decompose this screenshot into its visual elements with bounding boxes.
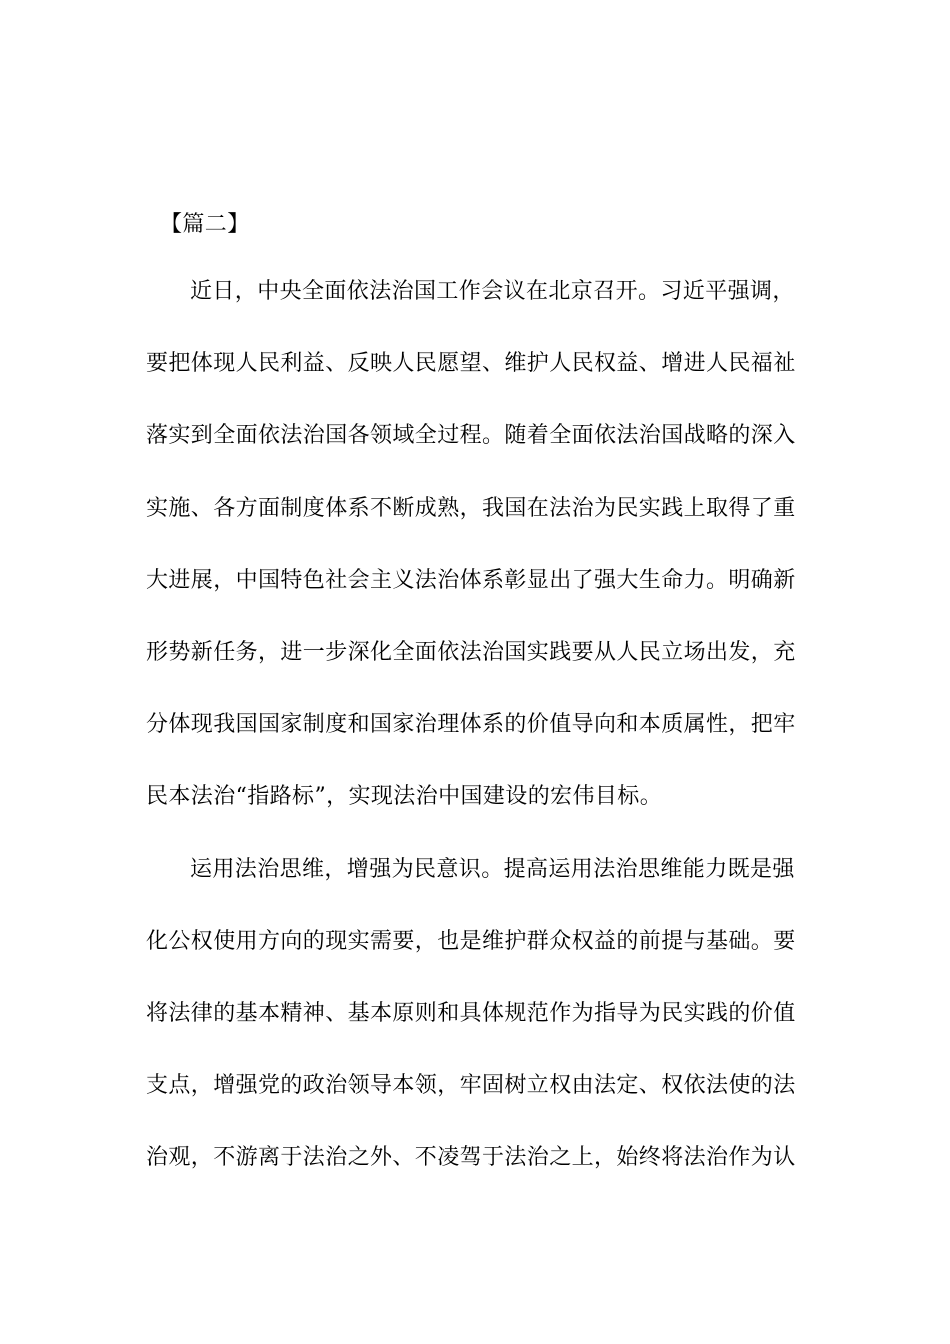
section-heading: 【篇二】 <box>160 212 250 237</box>
paragraph-line: 运用法治思维，增强为民意识。提高运用法治思维能力既是强 <box>190 856 795 882</box>
paragraph-line: 治观，不游离于法治之外、不凌驾于法治之上，始终将法治作为认 <box>146 1145 796 1171</box>
document-body <box>146 203 806 1208</box>
paragraph-2 <box>146 848 806 1209</box>
paragraph-line: 大进展，中国特色社会主义法治体系彰显出了强大生命力。明确新 <box>146 567 796 593</box>
paragraph-line: 实施、各方面制度体系不断成熟，我国在法治为民实践上取得了重 <box>146 495 796 521</box>
paragraph-line: 形势新任务，进一步深化全面依法治国实践要从人民立场出发，充 <box>146 639 796 665</box>
paragraph-line: 民本法治“指路标”，实现法治中国建设的宏伟目标。 <box>146 784 663 810</box>
paragraph-1 <box>146 270 806 848</box>
paragraph-line: 化公权使用方向的现实需要，也是维护群众权益的前提与基础。要 <box>146 928 796 954</box>
paragraph-line: 落实到全面依法治国各领域全过程。随着全面依法治国战略的深入 <box>146 423 796 449</box>
paragraph-line: 分体现我国国家制度和国家治理体系的价值导向和本质属性，把牢 <box>146 712 796 738</box>
paragraph-line: 支点，增强党的政治领导本领，牢固树立权由法定、权依法使的法 <box>146 1073 796 1099</box>
paragraph-line: 将法律的基本精神、基本原则和具体规范作为指导为民实践的价值 <box>146 1000 796 1026</box>
paragraph-line: 要把体现人民利益、反映人民愿望、维护人民权益、增进人民福祉 <box>146 351 796 377</box>
paragraph-line: 近日，中央全面依法治国工作会议在北京召开。习近平强调， <box>190 279 795 304</box>
